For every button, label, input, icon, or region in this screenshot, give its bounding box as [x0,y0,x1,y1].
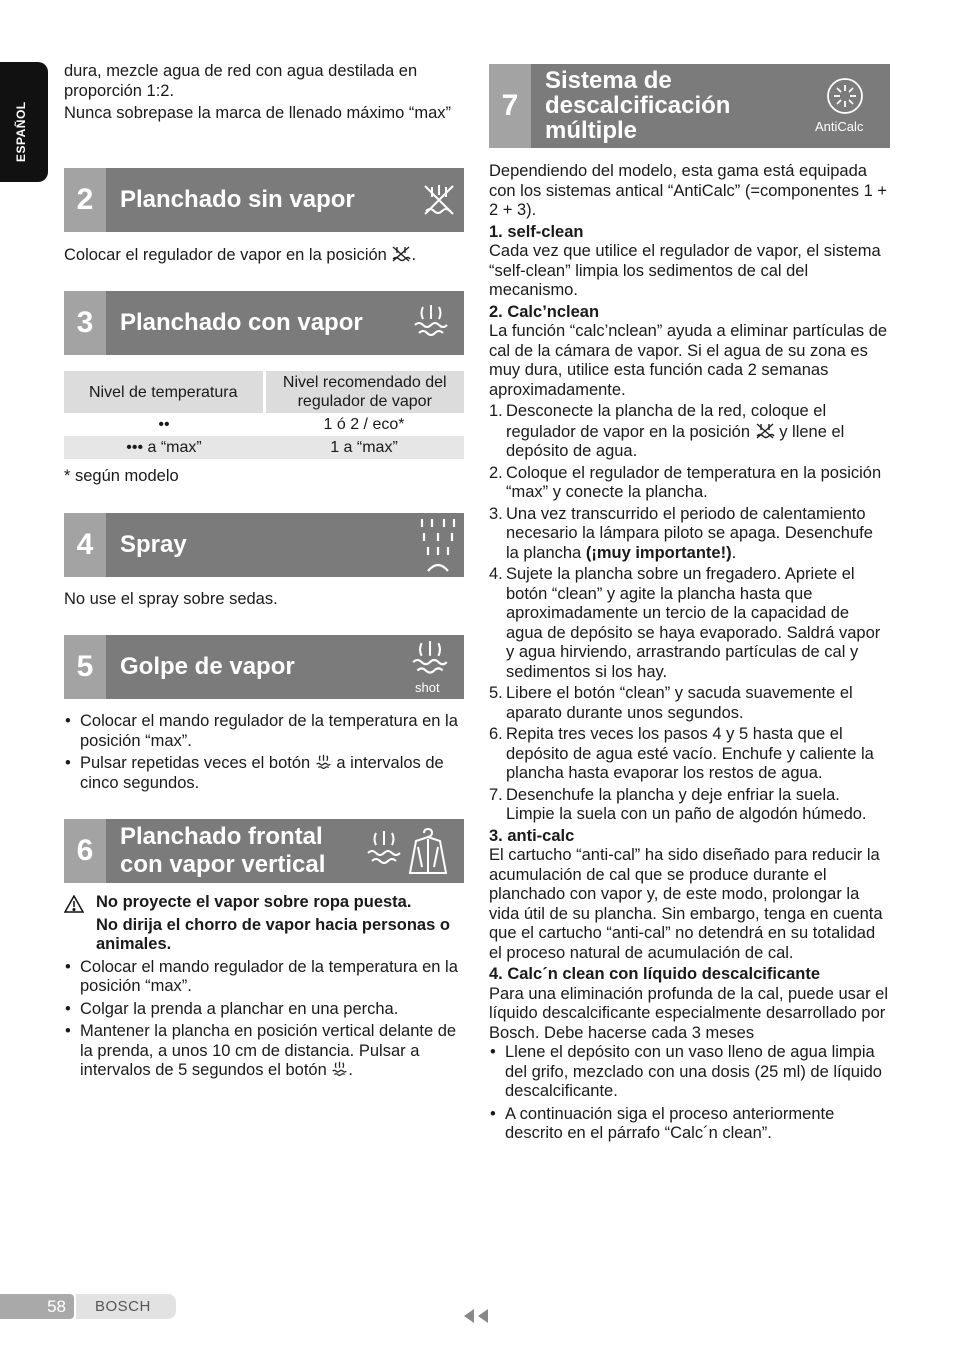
section-header-2 [64,168,464,232]
list-item: 2. Coloque el regulador de temperatura en la posición “max” y conecte la plancha. [489,463,882,501]
section-4-text: No use el spray sobre sedas. [64,590,278,608]
table-header-cell: Nivel de temperatura [64,371,264,413]
spray-icon [416,517,460,573]
list-item: 3. Una vez transcurrido el periodo de calentamiento necesario la lámpara piloto se apaga. Desenchufe la plancha (¡muy importante!). [489,504,873,562]
vertical-steam-icon [366,827,452,877]
intro-text [64,62,464,124]
section-number: 3 [64,291,106,355]
section-title: Spray [120,531,187,558]
paragraph: Dependiendo del modelo, esta gama está equipada con los sistemas antical “AntiCalc” (=componentes 1 + 2 + 3). [489,162,888,219]
list-item: 5. Libere el botón “clean” y sacuda suavemente el aparato durante unos segundos. [489,684,853,722]
section-2-text: Colocar el regulador de vapor en la posición . [64,246,417,264]
warning-text: No dirija el chorro de vapor hacia personas o animales. [96,915,450,953]
intro-paragraph: Nunca sobrepase la marca de llenado máximo “max” [64,104,452,122]
back-arrows-icon[interactable] [462,1308,490,1324]
paragraph: Cada vez que utilice el regulador de vapor, el sistema “self-clean” limpia los sedimentos de cal del mecanismo. [489,242,881,299]
no-steam-icon [420,181,458,219]
steam-level-table [64,371,464,459]
list-item: 7. Desenchufe la plancha y deje enfriar la suela. Limpie la suela con un paño de algodón húmedo. [489,785,867,823]
page-number: 58 [0,1294,74,1319]
subheading: 1. self-clean [489,222,584,241]
section-header-7 [489,64,890,148]
language-tab [0,62,48,182]
list-item: 1. Desconecte la plancha de la red, coloque el regulador de vapor en la posición y llene el depósito de agua. [489,402,845,460]
table-row [64,436,464,459]
brand-label: BOSCH [76,1294,176,1319]
section-header-5 [64,635,464,699]
paragraph: El cartucho “anti-cal” ha sido diseñado para reducir la acumulación de cal que se produce durante el planchado con vapor y, de este modo, prolongar la vida útil de su plancha. Sin embargo, tenga en cuenta que el cartucho “anti-cal” no detendrá en su totalidad el proceso natural de acumulación de cal. [489,846,883,962]
shot-icon [315,754,332,771]
table-row [64,413,464,436]
list-item: • Colgar la prenda a planchar en una percha. [64,1000,464,1020]
section-title: Golpe de vapor [120,653,295,680]
table-cell: •• [158,416,170,433]
warning-icon [64,895,84,913]
section-header-3 [64,291,464,355]
list-item: • Pulsar repetidas veces el botón a intervalos de cinco segundos. [64,754,464,793]
no-steam-icon [391,245,411,263]
section-title: Planchado frontal con vapor vertical [120,823,326,878]
section-number: 7 [489,64,531,148]
section-number: 6 [64,819,106,883]
section-header-6 [64,819,464,883]
warning-block [64,893,464,955]
section-title: Planchado con vapor [120,309,363,336]
section-title: Planchado sin vapor [120,186,355,213]
warning-text: No proyecte el vapor sobre ropa puesta. [96,893,412,911]
shot-icon [331,1061,348,1078]
paragraph: Para una eliminación profunda de la cal, puede usar el líquido descalcificante especialmente desarrollado por Bosch. Debe hacerse cada 3 meses [489,984,889,1042]
section-number: 2 [64,168,106,232]
shot-icon-label: shot [415,680,440,695]
table-footnote: * según modelo [64,467,179,485]
list-item: • A continuación siga el proceso anteriormente descrito en el párrafo “Calc´n clean”. [489,1105,890,1144]
table-cell: 1 ó 2 / eco* [323,416,405,433]
table-cell: ••• a “max” [64,436,264,459]
subheading: 3. anti-calc [489,826,575,845]
list-item: • Llene el depósito con un vaso lleno de agua limpia del grifo, mezclado con una dosis (25 ml) de líquido descalcificante. [489,1043,890,1102]
table-header-row [64,371,464,413]
list-item: • Colocar el mando regulador de la temperatura en la posición “max”. [64,712,464,751]
list-item: 6. Repita tres veces los pasos 4 y 5 hasta que el depósito de agua esté vacío. Enchufe y caliente la plancha hasta evaporar los restos de agua. [489,725,874,782]
steam-icon [411,303,451,343]
section-header-4 [64,513,464,577]
no-steam-icon [755,422,775,440]
language-label: ESPAÑOL [14,101,28,162]
intro-paragraph: dura, mezcle agua de red con agua destilada en proporción 1:2. [64,62,418,100]
anticalc-icon [826,77,864,115]
list-item: • Mantener la plancha en posición vertical delante de la prenda, a unos 10 cm de distancia. Pulsar a intervalos de 5 segundos el botón . [64,1022,464,1081]
section-6-content [64,893,464,1084]
paragraph: La función “calc’nclean” ayuda a eliminar partículas de cal de la cámara de vapor. Si el agua de su zona es muy dura, utilice esta función cada 2 semanas aproximadamente. [489,322,888,399]
section-number: 5 [64,635,106,699]
anticalc-label: AntiCalc [815,119,864,134]
list-item: 4. Sujete la plancha sobre un fregadero. Apriete el botón “clean” y agite la plancha hasta que aproximadamente un tercio de la capacidad de agua de depósito se haya evaporado. Saldrá vapor y agua hirviendo, arrastrando partículas de cal y sedimentos si los hay. [489,565,881,681]
section-title: Sistema de descalcificación múltiple [545,67,731,144]
table-cell: 1 a “max” [264,436,464,459]
section-7-content [489,162,890,1147]
subheading: 2. Calc’nclean [489,302,600,321]
table-header-cell: Nivel recomendado del regulador de vapor [264,371,464,413]
section-5-list [64,712,464,796]
list-item: • Colocar el mando regulador de la temperatura en la posición “max”. [64,958,464,997]
section-number: 4 [64,513,106,577]
shot-icon [409,639,451,681]
subheading: 4. Calc´n clean con líquido descalcificante [489,965,821,983]
